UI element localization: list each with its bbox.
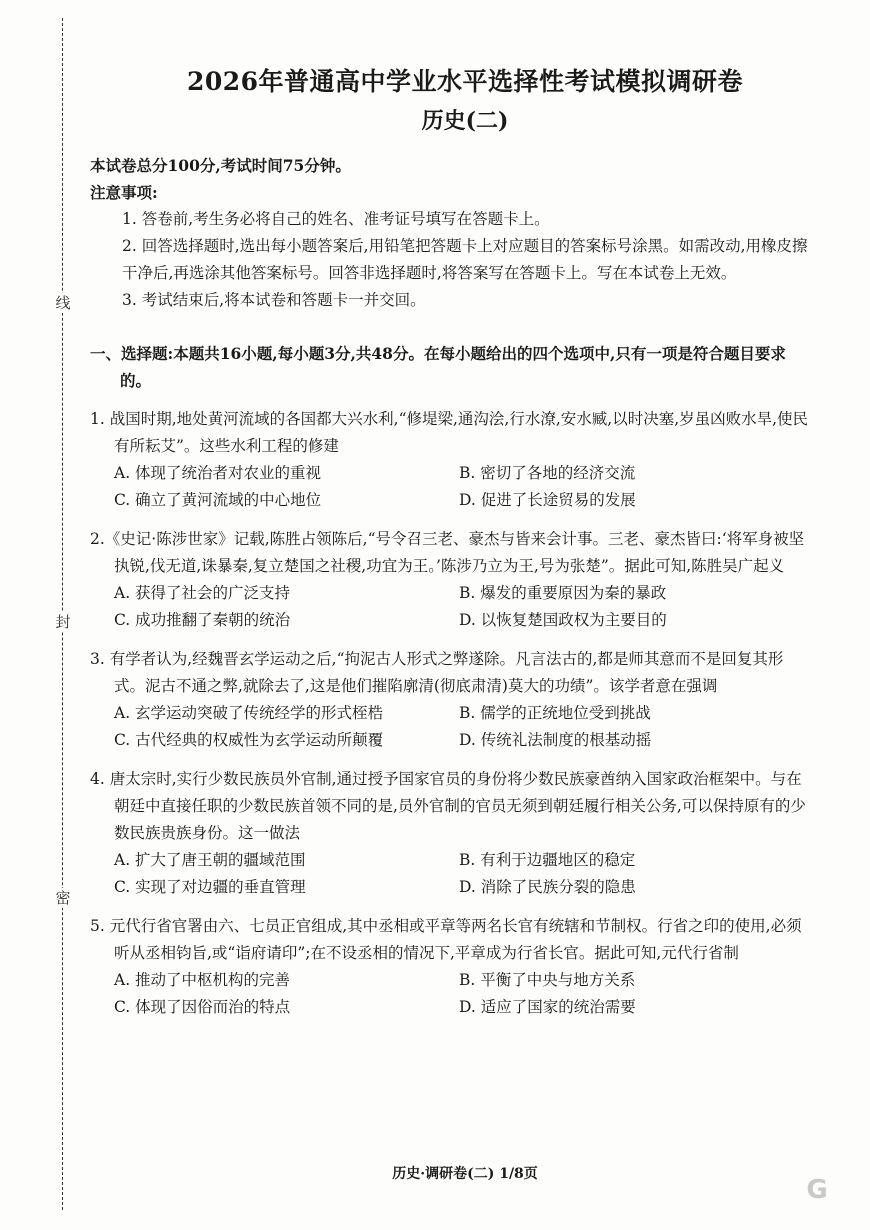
- note-item: 1. 答卷前,考生务必将自己的姓名、准考证号填写在答题卡上。: [122, 210, 550, 228]
- option-d: D. 消除了民族分裂的隐患: [459, 878, 636, 896]
- binding-mark-feng: 封: [52, 612, 74, 632]
- exam-total-score: 本试卷总分100分,考试时间75分钟。: [90, 156, 351, 175]
- question-stem: 4. 唐太宗时,实行少数民族员外官制,通过授予国家官员的身份将少数民族豪酋纳入国家政治框架中。与在朝廷中直接任职的少数民族首领不同的是,员外官制的官员无须到朝廷履行相关公务,可以保持原有的少数民族贵族身份。这一做法: [90, 770, 806, 842]
- exam-title: 2026年普通高中学业水平选择性考试模拟调研卷: [186, 67, 744, 96]
- question-options: [90, 700, 810, 754]
- option-c: C. 成功推翻了秦朝的统治: [114, 611, 291, 629]
- option-a: A. 扩大了唐王朝的疆域范围: [114, 851, 306, 869]
- option-b: B. 儒学的正统地位受到挑战: [459, 704, 651, 722]
- question-2: [90, 526, 810, 634]
- notes-heading: 注意事项:: [90, 183, 158, 202]
- question-3: [90, 646, 810, 754]
- question-5: [90, 913, 810, 1021]
- option-b: B. 密切了各地的经济交流: [459, 464, 636, 482]
- question-4: [90, 766, 810, 901]
- question-stem: 5. 元代行省官署由六、七员正官组成,其中丞相或平章等两名长官有统辖和节制权。行省之印的使用,必须听从丞相钧旨,或“诣府请印”;在不设丞相的情况下,平章成为行省长官。据此可知,元代行省制: [90, 917, 802, 962]
- option-c: C. 实现了对边疆的垂直管理: [114, 878, 306, 896]
- option-d: D. 以恢复楚国政权为主要目的: [459, 611, 667, 629]
- binding-mark-xian: 线: [52, 293, 74, 313]
- note-item: 3. 考试结束后,将本试卷和答题卡一并交回。: [122, 291, 426, 309]
- question-stem: 2.《史记·陈涉世家》记载,陈胜占领陈后,“号令召三老、豪杰与皆来会计事。三老、豪杰皆曰:‘将军身被坚执锐,伐无道,诛暴秦,复立楚国之社稷,功宜为王。’陈涉乃立为王,号为张楚”。据此可知,陈胜吴广起义: [90, 530, 805, 575]
- question-stem: 1. 战国时期,地处黄河流域的各国都大兴水利,“修堤梁,通沟浍,行水潦,安水臧,以时决塞,岁虽凶败水旱,使民有所耘艾”。这些水利工程的修建: [90, 410, 809, 455]
- binding-mark-mi: 密: [52, 888, 74, 908]
- exam-subtitle: 历史(二): [421, 108, 509, 134]
- note-item: 2. 回答选择题时,选出每小题答案后,用铅笔把答题卡上对应题目的答案标号涂黑。如需改动,用橡皮擦干净后,再选涂其他答案标号。回答非选择题时,将答案写在答题卡上。写在本试卷上无效。: [122, 237, 808, 282]
- question-options: [90, 460, 810, 514]
- option-d: D. 传统礼法制度的根基动摇: [459, 731, 652, 749]
- option-a: A. 体现了统治者对农业的重视: [114, 464, 322, 482]
- option-c: C. 确立了黄河流域的中心地位: [114, 491, 322, 509]
- option-a: A. 玄学运动突破了传统经学的形式桎梏: [114, 704, 384, 722]
- section-heading: 一、选择题:本题共16小题,每小题3分,共48分。在每小题给出的四个选项中,只有一项是符合题目要求的。: [90, 344, 786, 390]
- question-options: [90, 967, 810, 1021]
- option-b: B. 平衡了中央与地方关系: [459, 971, 636, 989]
- option-c: C. 古代经典的权威性为玄学运动所颠覆: [114, 731, 384, 749]
- option-a: A. 推动了中枢机构的完善: [114, 971, 291, 989]
- option-b: B. 有利于边疆地区的稳定: [459, 851, 636, 869]
- question-options: [90, 580, 810, 634]
- option-c: C. 体现了因俗而治的特点: [114, 998, 291, 1016]
- option-a: A. 获得了社会的广泛支持: [114, 584, 291, 602]
- exam-content: [90, 152, 810, 1021]
- page-footer: 历史·调研卷(二) 1/8页: [392, 1166, 538, 1182]
- option-d: D. 促进了长途贸易的发展: [459, 491, 636, 509]
- question-1: [90, 406, 810, 514]
- option-d: D. 适应了国家的统治需要: [459, 998, 636, 1016]
- option-b: B. 爆发的重要原因为秦的暴政: [459, 584, 667, 602]
- watermark-logo-icon: G: [806, 1175, 828, 1205]
- question-options: [90, 847, 810, 901]
- question-stem: 3. 有学者认为,经魏晋玄学运动之后,“拘泥古人形式之弊遂除。凡言法古的,都是师其意而不是回复其形式。泥古不通之弊,就除去了,这是他们摧陷廓清(彻底肃清)莫大的功绩”。该学者意在强调: [90, 650, 784, 695]
